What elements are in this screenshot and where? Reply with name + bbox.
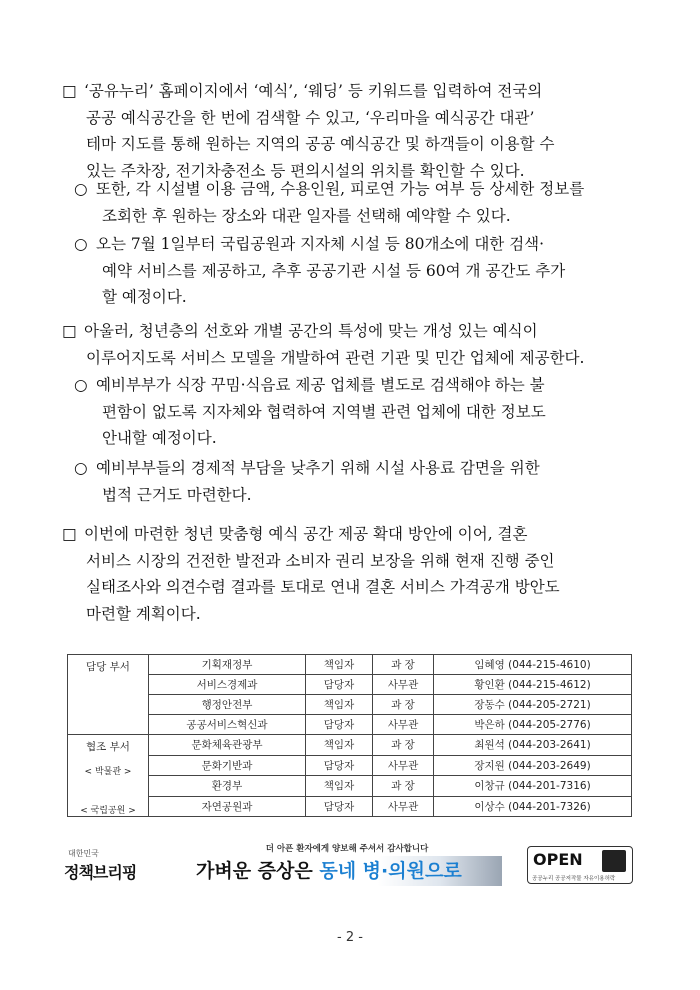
logo-big-text: 정책브리핑: [64, 863, 137, 882]
line-text: 법적 근거도 마련한다.: [102, 485, 252, 504]
role-cell: 책임자: [306, 735, 373, 756]
role-cell: 담당자: [306, 675, 373, 695]
contact-table: [67, 654, 632, 817]
org-cell: 행정안전부: [149, 695, 306, 715]
line-text: 또한, 각 시설별 이용 금액, 수용인원, 피로연 가능 여부 등 상세한 정보를: [96, 180, 585, 198]
line-text: 예비부부가 식장 꾸밈·식음료 제공 업체를 별도로 검색해야 하는 불: [96, 376, 545, 394]
policy-briefing-logo: [64, 848, 150, 888]
footer: [62, 842, 642, 892]
line-text: ‘공유누리’ 홈페이지에서 ‘예식’, ‘웨딩’ 등 키워드를 입력하여 전국의: [84, 82, 543, 100]
square-bullet-icon: □: [62, 82, 77, 100]
title-cell: 과 장: [373, 695, 434, 715]
kogl-open-badge: [527, 846, 633, 884]
paragraph-line: [74, 231, 654, 258]
circle-bullet-icon: ○: [74, 180, 88, 198]
title-cell: 사무관: [373, 675, 434, 695]
paragraph-line: [62, 318, 642, 345]
contact-cell: 이창규 (044-201-7316): [434, 776, 632, 797]
line-text: 편함이 없도록 지자체와 협력하여 지역별 관련 업체에 대한 정보도: [102, 402, 546, 421]
paragraph-line: [62, 601, 642, 628]
org-cell: 문화체육관광부: [149, 735, 306, 756]
coop-note-park: < 국립공원 >: [80, 806, 136, 816]
line-text: 오는 7월 1일부터 국립공원과 지자체 시설 등 80개소에 대한 검색·: [96, 235, 545, 253]
org-cell: 자연공원과: [149, 796, 306, 817]
paragraph-line: [74, 455, 654, 482]
role-cell: 담당자: [306, 796, 373, 817]
paragraph: [74, 231, 654, 311]
title-cell: 사무관: [373, 796, 434, 817]
contact-cell: 장지원 (044-203-2649): [434, 755, 632, 776]
coop-dept-label: 협조 부서 < 박물관 > < 국립공원 >: [68, 735, 149, 817]
paragraph-line: [62, 105, 642, 132]
contact-cell: 황인환 (044-215-4612): [434, 675, 632, 695]
paragraph-line: [62, 574, 642, 601]
org-cell: 환경부: [149, 776, 306, 797]
square-bullet-icon: □: [62, 525, 77, 543]
line-text: 테마 지도를 통해 원하는 지역의 공공 예식공간 및 하객들이 이용할 수: [86, 135, 555, 153]
paragraph-line: [62, 131, 642, 158]
contact-cell: 장동수 (044-205-2721): [434, 695, 632, 715]
license-icon: [602, 850, 626, 872]
paragraph-line: [62, 345, 642, 372]
line-text: 공공 예식공간을 한 번에 검색할 수 있고, ‘우리마을 예식공간 대관’: [86, 108, 535, 127]
line-text: 서비스 시장의 건전한 발전과 소비자 권리 보장을 위해 현재 진행 중인: [86, 551, 555, 570]
line-text: 조회한 후 원하는 장소와 대관 일자를 선택해 예약할 수 있다.: [102, 206, 511, 225]
paragraph-line: [62, 521, 642, 548]
org-cell: 기획재정부: [149, 655, 306, 675]
banner-main-a: 가벼운 증상은: [196, 860, 320, 882]
line-text: 마련할 계획이다.: [86, 604, 201, 623]
circle-bullet-icon: ○: [74, 376, 88, 394]
title-cell: 과 장: [373, 735, 434, 756]
line-text: 예비부부들의 경제적 부담을 낮추기 위해 시설 사용료 감면을 위한: [96, 459, 540, 477]
contact-cell: 박은하 (044-205-2776): [434, 715, 632, 735]
role-cell: 담당자: [306, 755, 373, 776]
org-cell: 공공서비스혁신과: [149, 715, 306, 735]
line-text: 안내할 예정이다.: [102, 429, 217, 447]
line-text: 실태조사와 의견수렴 결과를 토대로 연내 결혼 서비스 가격공개 방안도: [86, 578, 560, 596]
lead-dept-label: 담당 부서: [68, 655, 149, 735]
square-bullet-icon: □: [62, 322, 77, 340]
paragraph: [62, 318, 642, 371]
paragraph-line: [74, 203, 654, 230]
paragraph: [74, 176, 654, 229]
line-text: 할 예정이다.: [102, 288, 187, 306]
coop-note-museum: < 박물관 >: [84, 767, 132, 777]
role-cell: 책임자: [306, 695, 373, 715]
paragraph: [74, 372, 654, 452]
title-cell: 과 장: [373, 776, 434, 797]
circle-bullet-icon: ○: [74, 459, 88, 477]
paragraph-line: [74, 284, 654, 311]
line-text: 이루어지도록 서비스 모델을 개발하여 관련 기관 및 민간 업체에 제공한다.: [86, 348, 585, 367]
title-cell: 과 장: [373, 655, 434, 675]
open-caption: 공공누리 공공저작물 자유이용허락: [532, 876, 616, 882]
line-text: 아울러, 청년층의 선호와 개별 공간의 특성에 맞는 개성 있는 예식이: [84, 322, 538, 340]
org-cell: 서비스경제과: [149, 675, 306, 695]
line-text: 이번에 마련한 청년 맞춤형 예식 공간 제공 확대 방안에 이어, 결혼: [84, 525, 528, 543]
paragraph-line: [62, 548, 642, 575]
role-cell: 책임자: [306, 776, 373, 797]
open-label: OPEN: [533, 850, 583, 869]
title-cell: 사무관: [373, 755, 434, 776]
contact-cell: 임혜영 (044-215-4610): [434, 655, 632, 675]
banner-main-text: [196, 856, 462, 883]
paragraph-line: [74, 425, 654, 452]
banner-main-b: 동네 병·의원으로: [319, 860, 462, 882]
page-number: - 2 -: [337, 930, 363, 945]
contact-cell: 이상수 (044-201-7326): [434, 796, 632, 817]
clinic-campaign-banner: [192, 842, 502, 890]
paragraph-line: [74, 372, 654, 399]
logo-small-text: 대한민국: [68, 849, 99, 858]
paragraph: [74, 455, 654, 508]
paragraph-line: [62, 78, 642, 105]
org-cell: 문화기반과: [149, 755, 306, 776]
banner-top-text: 더 아픈 환자에게 양보해 주셔서 감사합니다: [265, 844, 429, 854]
paragraph-line: [74, 399, 654, 426]
paragraph-line: [74, 482, 654, 509]
line-text: 예약 서비스를 제공하고, 추후 공공기관 시설 등 60여 개 공간도 추가: [102, 261, 566, 280]
role-cell: 담당자: [306, 715, 373, 735]
circle-bullet-icon: ○: [74, 235, 88, 253]
paragraph-line: [74, 176, 654, 203]
line-text: 있는 주차장, 전기차충전소 등 편의시설의 위치를 확인할 수 있다.: [86, 161, 525, 180]
role-cell: 책임자: [306, 655, 373, 675]
paragraph-line: [74, 258, 654, 285]
title-cell: 사무관: [373, 715, 434, 735]
paragraph: [62, 521, 642, 627]
paragraph: [62, 78, 642, 184]
contact-cell: 최원석 (044-203-2641): [434, 735, 632, 756]
